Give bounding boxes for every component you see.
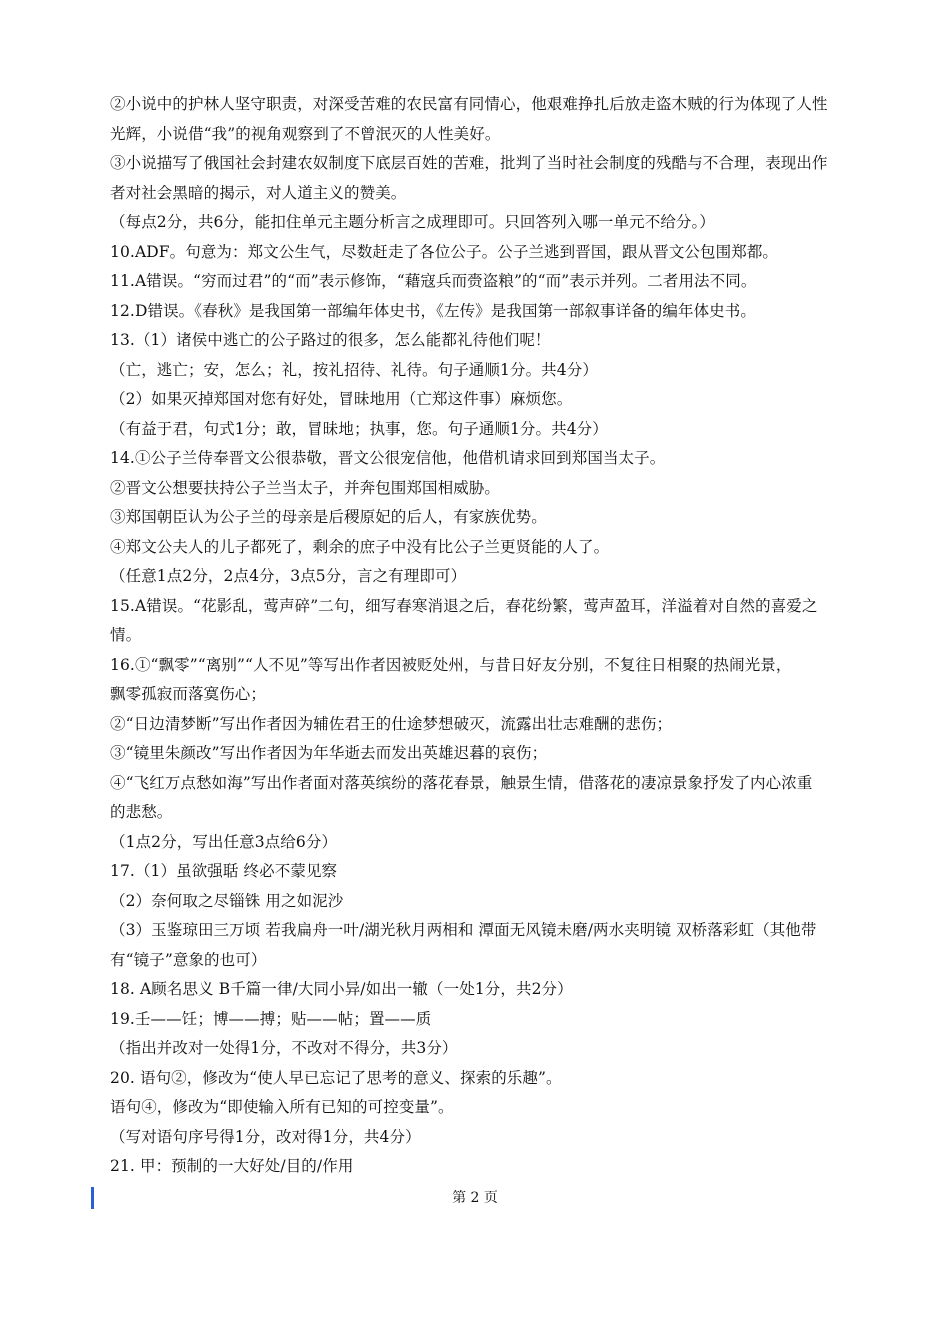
answer-line: （2）如果灭掉郑国对您有好处，冒昧地用（亡郑这件事）麻烦您。: [110, 390, 573, 408]
answer-line: 11.A错误。“穷而过君”的“而”表示修饰，“藉寇兵而赍盗粮”的“而”表示并列。二者用法不同。: [110, 272, 757, 290]
answer-line: ③小说描写了俄国社会封建农奴制度下底层百姓的苦难，批判了当时社会制度的残酷与不合理，表现出作: [110, 154, 828, 172]
answer-line: ④“飞红万点愁如海”写出作者面对落英缤纷的落花春景，触景生情，借落花的凄凉景象抒发了内心浓重: [110, 773, 813, 792]
answer-line: 15.A错误。“花影乱，莺声碎”二句，细写春寒消退之后，春花纷繁，莺声盈耳，洋溢着对自然的喜爱之: [110, 596, 818, 615]
answer-line: 17.（1）虽欲强聒 终必不蒙见察: [110, 862, 338, 880]
answer-line: ②小说中的护林人坚守职责，对深受苦难的农民富有同情心，他艰难挣扎后放走盗木贼的行为体现了人性: [110, 95, 828, 113]
answer-line: （3）玉鉴琼田三万顷 若我扁舟一叶/湖光秋月两相和 潭面无风镜未磨/两水夹明镜 双桥落彩虹（其他带: [110, 921, 817, 939]
answer-line: 16.①“飘零”“离别”“人不见”等写出作者因被贬处州，与昔日好友分别，不复往日相聚的热闹光景，: [110, 655, 792, 674]
page-number: 第 2 页: [452, 1190, 498, 1206]
answer-line: 光辉，小说借“我”的视角观察到了不曾泯灭的人性美好。: [110, 124, 501, 143]
answer-line: （1点2分，写出任意3点给6分）: [110, 832, 338, 851]
answer-line: （写对语句序号得1分，改对得1分，共4分）: [110, 1127, 421, 1146]
answer-line: （任意1点2分，2点4分，3点5分，言之有理即可）: [110, 567, 467, 585]
answer-line: 14.①公子兰侍奉晋文公很恭敬，晋文公很宠信他，他借机请求回到郑国当太子。: [110, 449, 666, 467]
answer-line: ③郑国朝臣认为公子兰的母亲是后稷原妃的后人，有家族优势。: [110, 508, 547, 526]
answer-line: 飘零孤寂而落寞伤心；: [110, 685, 267, 703]
answer-line: ④郑文公夫人的儿子都死了，剩余的庶子中没有比公子兰更贤能的人了。: [110, 537, 610, 556]
answer-line: 12.D错误。《春秋》是我国第一部编年体史书，《左传》是我国第一部叙事详备的编年体史书。: [110, 301, 756, 320]
answer-line: 者对社会黑暗的揭示，对人道主义的赞美。: [110, 183, 407, 202]
answer-line: 20. 语句②，修改为“使人早已忘记了思考的意义、探索的乐趣”。: [110, 1068, 562, 1087]
answer-line: （有益于君，句式1分；敢，冒昧地；执事，您。句子通顺1分。共4分）: [110, 419, 608, 438]
answer-line: ③“镜里朱颜改”写出作者因为年华逝去而发出英雄迟暮的哀伤；: [110, 744, 548, 762]
answer-line: ②晋文公想要扶持公子兰当太子，并奔包围郑国相威胁。: [110, 478, 501, 497]
answer-line: 21. 甲：预制的一大好处/目的/作用: [110, 1157, 354, 1175]
answer-line: 13.（1）诸侯中逃亡的公子路过的很多，怎么能都礼待他们呢！: [110, 331, 551, 349]
answer-line: ②“日边清梦断”写出作者因为辅佐君王的仕途梦想破灭，流露出壮志难酬的悲伤；: [110, 714, 673, 733]
answer-line: 语句④，修改为“即使输入所有已知的可控变量”。: [110, 1098, 454, 1116]
answer-line: 有“镜子”意象的也可）: [110, 950, 267, 969]
answer-line: （指出并改对一处得1分，不改对不得分，共3分）: [110, 1039, 458, 1057]
answer-line: 10.ADF。句意为：郑文公生气，尽数赶走了各位公子。公子兰逃到晋国，跟从晋文公包围郑都。: [110, 242, 779, 261]
answer-line: 18. A顾名思义 B千篇一律/大同小异/如出一辙（一处1分，共2分）: [110, 980, 573, 998]
answer-line: 情。: [110, 626, 142, 644]
answer-key-content: [110, 90, 840, 1182]
answer-line: （亡，逃亡；安，怎么；礼，按礼招待、礼待。句子通顺1分。共4分）: [110, 360, 598, 379]
answer-line: （2）奈何取之尽锱铢 用之如泥沙: [110, 891, 344, 910]
answer-line: （每点2分，共6分，能扣住单元主题分析言之成理即可。只回答列入哪一单元不给分。）: [110, 213, 715, 231]
answer-line: 19.壬——饪；博——搏；贴——帖；置——质: [110, 1009, 432, 1028]
answer-line: 的悲愁。: [110, 803, 173, 821]
